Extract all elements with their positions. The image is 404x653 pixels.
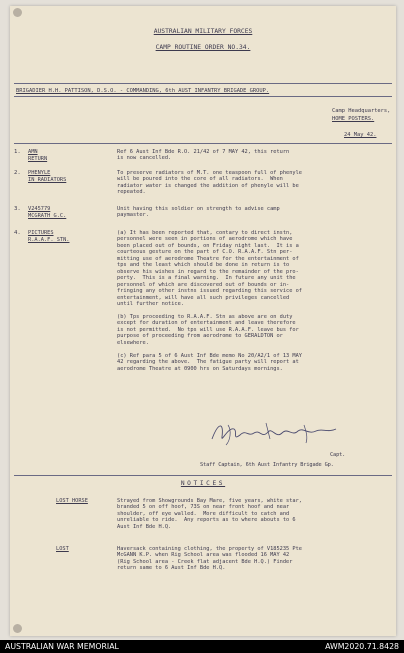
document-title: AUSTRALIAN MILITARY FORCES xyxy=(153,28,253,35)
item-subject: PICTURES R.A.A.F. STN. xyxy=(28,230,70,243)
archive-footer xyxy=(0,640,404,653)
signatory-rank: Capt. xyxy=(330,452,346,458)
notices-rule xyxy=(14,475,392,476)
document-page xyxy=(10,6,396,636)
footer-accession-number: AWM2020.71.8428 xyxy=(325,642,399,651)
item-number: 2. xyxy=(14,170,21,176)
date-rule xyxy=(14,143,392,144)
punch-hole xyxy=(13,8,22,17)
commanding-line: BRIGADIER H.H. PATTISON, D.S.O. - COMMANDING, 6th AUST INFANTRY BRIGADE GROUP. xyxy=(16,88,270,94)
item-body: Unit having this soldier on strength to advise camp paymaster. xyxy=(117,206,280,219)
order-number: CAMP ROUTINE ORDER NO.34. xyxy=(155,44,251,51)
order-date: 24 May 42. xyxy=(344,132,377,138)
item-number: 4. xyxy=(14,230,21,236)
punch-hole xyxy=(13,624,22,633)
notice-subject: LOST HORSE xyxy=(56,498,88,504)
header-rule-bottom xyxy=(14,96,392,97)
item-body: To preserve radiators of M.T. one teaspoon full of phenyle will be poured into the core of all radiators. When radiator water is changed the addition of phenyle will be repeated. xyxy=(117,170,302,196)
item-subject: PHENYLE IN RADIATORS xyxy=(28,170,67,183)
notice-subject: LOST xyxy=(56,546,69,552)
notices-heading: NOTICES xyxy=(180,480,226,487)
item-number: 3. xyxy=(14,206,21,212)
notice-body: Haversack containing clothing, the property of V185235 Pte McGANN K.P. when Rig School area was flooded 16 MAY 42 (Rig School area - Creek flat adjacent Bde H.Q.) Finder return same to 6 Aust Inf Bde H.Q. xyxy=(117,546,302,572)
location-line-1: Camp Headquarters, xyxy=(332,108,391,114)
item-subject: AMN RETURN xyxy=(28,149,48,162)
header-rule-top xyxy=(14,83,392,84)
item-body: Ref 6 Aust Inf Bde R.O. 21/42 of 7 MAY 42, this return is now cancelled. xyxy=(117,149,290,162)
footer-institution: AUSTRALIAN WAR MEMORIAL xyxy=(5,642,119,651)
signatory-title: Staff Captain, 6th Aust Infantry Brigade Gp. xyxy=(200,462,334,468)
notice-body: Strayed from Showgrounds Bay Mare, five years, white star, branded 5 on off hoof, 73S on near front hoof and near shoulder, off eye walled. More difficult to catch and unreliable to ride. Any reports as to where abouts to 6 Aust Inf Bde H.Q. xyxy=(117,498,302,530)
handwritten-signature xyxy=(208,417,340,447)
item-body: (a) It has been reported that, contary to direct instn, personnel were seen in portions of aerodrome which have been placed out of bounds, on Friday night last. It is a courteous gesture on the part of C.O. R.A.A.F. Stn per- mitting use of aerodrome Theatre for the entertainment of tps and the least which should be done in return is to observe his wishes in regard to the remainder of the pro- perty. This is a final warning. In future any unit the personnel of which are discovered out of bounds or in- fringing any other instns issued regarding this service of entertainment, will have all such privileges cancelled until further notice. (b) Tps proceeding to R.A.A.F. Stn as above are on duty except for duration of entertainment and leave therefore is not permitted. No tps will use R.A.A.F. leave bus for purpose of proceeding from aerodrome to GERALDTON or elsewhere. (c) Ref para 5 of 6 Aust Inf Bde memo No 20/A2/1 of 13 MAY 42 regarding the above. The fatigue party will report at aerodrome Theatre at 0900 hrs on Saturdays mornings. xyxy=(117,230,302,372)
item-number: 1. xyxy=(14,149,21,155)
location-line-2: HOME POSTERS. xyxy=(332,116,375,122)
item-subject: V245779 MCGRATH G.C. xyxy=(28,206,67,219)
